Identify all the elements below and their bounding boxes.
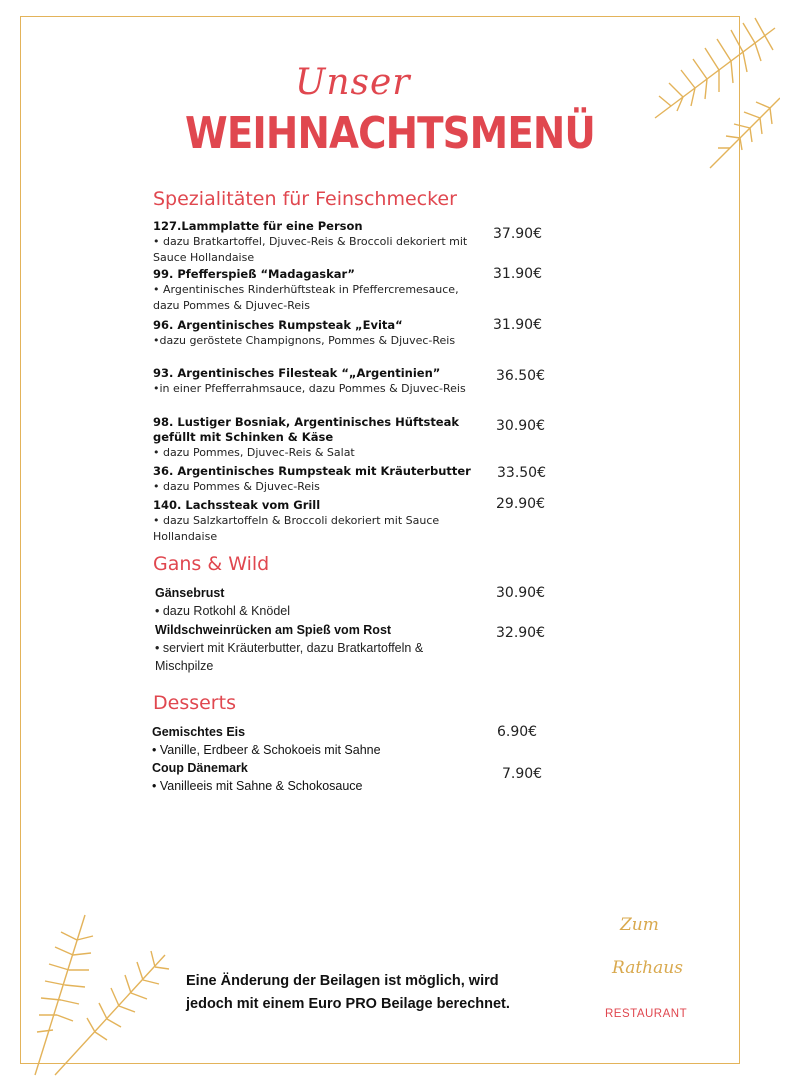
- page-title: WEIHNACHTSMENÜ: [185, 108, 595, 159]
- menu-item: [153, 366, 473, 397]
- menu-item: [152, 723, 472, 759]
- menu-item-description: • Vanilleeis mit Sahne & Schokosauce: [152, 779, 363, 793]
- menu-item: [153, 318, 473, 349]
- menu-item-name: 36. Argentinisches Rumpsteak mit Kräuterbutter: [153, 464, 471, 478]
- menu-item-description: •in einer Pfefferrahmsauce, dazu Pommes & Djuvec-Reis: [153, 382, 466, 395]
- menu-item-description: • Vanille, Erdbeer & Schokoeis mit Sahne: [152, 743, 381, 757]
- side-dish-note-line2: jedoch mit einem Euro PRO Beilage berechnet.: [186, 996, 510, 1012]
- menu-item-price: 30.90€: [496, 418, 545, 434]
- menu-item-description: • dazu Bratkartoffel, Djuvec-Reis & Broccoli dekoriert mit Sauce Hollandaise: [153, 235, 468, 264]
- menu-item-name: 98. Lustiger Bosniak, Argentinisches Hüftsteak gefüllt mit Schinken & Käse: [153, 415, 460, 444]
- pine-branch-top-right-icon: [615, 8, 780, 183]
- side-dish-note: [186, 970, 510, 1016]
- menu-item: [153, 464, 473, 495]
- menu-item-price: 32.90€: [496, 625, 545, 641]
- menu-item-description: • dazu Pommes & Djuvec-Reis: [153, 480, 320, 493]
- menu-item-name: Wildschweinrücken am Spieß vom Rost: [155, 623, 392, 637]
- menu-item-name: 99. Pfefferspieß “Madagaskar”: [153, 267, 355, 281]
- menu-item-name: 127.Lammplatte für eine Person: [153, 219, 363, 233]
- brand-label: RESTAURANT: [605, 1008, 688, 1020]
- menu-item: [153, 498, 473, 545]
- menu-item-price: 7.90€: [502, 766, 543, 782]
- menu-item-price: 29.90€: [496, 496, 545, 512]
- section-heading-gans-wild: Gans & Wild: [153, 553, 270, 575]
- menu-item-name: Gänsebrust: [155, 586, 225, 600]
- menu-item: [153, 415, 473, 461]
- menu-item-price: 30.90€: [496, 585, 545, 601]
- menu-item-name: 140. Lachssteak vom Grill: [153, 498, 321, 512]
- section-heading-specialties: Spezialitäten für Feinschmecker: [153, 188, 457, 210]
- section-heading-desserts: Desserts: [153, 692, 236, 714]
- menu-item: [152, 759, 472, 795]
- menu-item-name: 96. Argentinisches Rumpsteak „Evita“: [153, 318, 403, 332]
- menu-item-price: 31.90€: [493, 317, 542, 333]
- brand-script-zum: Zum: [620, 915, 659, 935]
- menu-item-name: 93. Argentinisches Filesteak “„Argentinien”: [153, 366, 441, 380]
- menu-item-price: 36.50€: [496, 368, 545, 384]
- menu-item-description: • dazu Rotkohl & Knödel: [155, 604, 291, 618]
- menu-item-price: 31.90€: [493, 266, 542, 282]
- menu-item-description: • serviert mit Kräuterbutter, dazu Bratkartoffeln & Mischpilze: [155, 641, 424, 673]
- menu-item: [155, 621, 485, 675]
- side-dish-note-line1: Eine Änderung der Beilagen ist möglich, wird: [186, 973, 499, 989]
- menu-item-name: Gemischtes Eis: [152, 725, 246, 739]
- menu-item-price: 37.90€: [493, 226, 542, 242]
- menu-item-description: • Argentinisches Rinderhüftsteak in Pfeffercremesauce, dazu Pommes & Djuvec-Reis: [153, 283, 459, 312]
- menu-item-name: Coup Dänemark: [152, 761, 248, 775]
- menu-item-description: •dazu geröstete Champignons, Pommes & Djuvec-Reis: [153, 334, 456, 347]
- menu-item: [153, 267, 473, 314]
- menu-item-price: 33.50€: [497, 465, 546, 481]
- menu-item-price: 6.90€: [497, 724, 538, 740]
- menu-item-description: • dazu Pommes, Djuvec-Reis & Salat: [153, 446, 355, 459]
- menu-item-description: • dazu Salzkartoffeln & Broccoli dekoriert mit Sauce Hollandaise: [153, 514, 440, 543]
- menu-item: [155, 584, 485, 620]
- title-script: Unser: [295, 62, 411, 103]
- pine-branch-bottom-left-icon: [15, 895, 190, 1080]
- menu-item: [153, 219, 473, 266]
- brand-script-rathaus: Rathaus: [612, 958, 683, 978]
